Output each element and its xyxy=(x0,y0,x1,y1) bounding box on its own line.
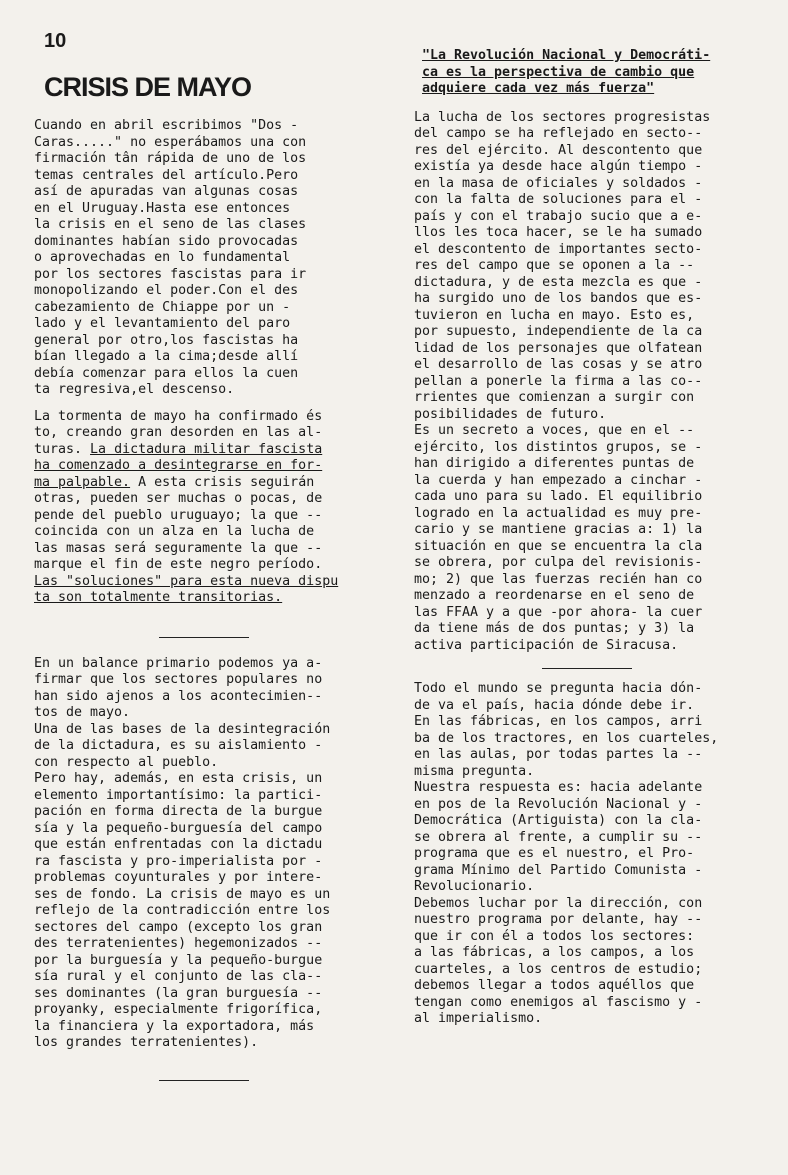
pull-quote-line: "La Revolución Nacional y Democráti- xyxy=(422,48,711,63)
paragraph-intro: Cuando en abril escribimos "Dos - Caras....." no esperábamos una con firmación tân rápida de uno de los temas centrales del artículo.Pero así de apuradas van algunas cosas en el Uruguay.Hasta ese entonces la crisis en el seno de las clases dominantes habían sido provocadas o aprovechadas en lo fundamental por los sectores fascistas para ir monopolizando el poder.Con el des cabezamiento de Chiappe por un - lado y el levantamiento del paro general por otro,los fascistas ha bían llegado a la cima;desde allí debía comenzar para ellos la cuen ta regresiva,el descenso. xyxy=(34,118,307,397)
paragraph-pregunta: Todo el mundo se pregunta hacia dón- de va el país, hacia dónde debe ir. En las fábricas, en los campos, arri ba de los tractores, en los cuarteles, en las aulas, por todas partes la -- misma pregunta. Nuestra respuesta es: hacia adelante en pos de la Revolución Nacional y - Democrática (Artiguista) con la cla- se obrera al frente, a cumplir su -- programa que es el nuestro, el Pro- grama Mínimo del Partido Comunista - Revolucionario. Debemos luchar por la dirección, con nuestro programa por delante, hay -- que ir con él a todos los sectores: a las fábricas, a los campos, a los cuarteles, a los centros de estudio; debemos llegar a todos aquéllos que tengan como enemigos al fascismo y - al imperialismo. xyxy=(414,681,719,1026)
article-headline: CRISIS DE MAYO xyxy=(44,72,252,102)
pull-quote xyxy=(422,48,759,98)
paragraph-ejercito: La lucha de los sectores progresistas del campo se ha reflejado en secto-- res del ejército. Al descontento que existía ya desde hace algún tiempo - en la masa de oficiales y soldados - con la falta de soluciones para el - país y con el trabajo sucio que a e- llos les toca hacer, se le ha sumado el descontento de importantes secto- res del campo que se oponen a la -- dictadura, y de esta mezcla es que - ha surgido uno de los bandos que es- tuvieron en lucha en mayo. Esto es, por supuesto, independiente de la ca lidad de los personajes que olfatean el desarrollo de las cosas y se atro pellan a ponerle la firma a las co-- rrientes que comienzan a surgir con posibilidades de futuro. Es un secreto a voces, que en el -- ejército, los distintos grupos, se - han dirigido a diferentes puntas de la cuerda y han empezado a cinchar - cada uno para su lado. El equilibrio logrado en la actualidad es muy pre- cario y se mantiene gracias a: 1) la situación en que se encuentra la cla se obrera, por culpa del revisionis- mo; 2) que las fuerzas recién han co menzado a reordenarse en el seno de las FFAA y a que -por ahora- la cuer da tiene más de dos puntas; y 3) la activa participación de Siracusa. xyxy=(414,109,711,653)
section-divider xyxy=(542,668,632,669)
paragraph-balance: En un balance primario podemos ya a- firmar que los sectores populares no han sido ajenos a los acontecimien-- tos de mayo. Una de las bases de la desintegración de la dictadura, es su aislamiento - con respecto al pueblo. Pero hay, además, en esta crisis, un elemento importantísimo: la partici- pación en forma directa de la burgue sía y la pequeño-burguesía del campo que están enfrentadas con la dictadu ra fascista y pro-imperialista por - problemas coyunturales y por intere- ses de fondo. La crisis de mayo es un reflejo de la contradicción entre los sectores del campo (excepto los gran des terratenientes) hegemonizados -- por la burguesía y la pequeño-burgue sía rural y el conjunto de las cla-- ses dominantes (la gran burguesía -- proyanky, especialmente frigorífica, la financiera y la exportadora, más los grandes terratenientes). xyxy=(34,655,331,1050)
page-number: 10 xyxy=(44,30,67,52)
paragraph-text: La tormenta de mayo ha confirmado és to, creando gran desorden en las al- turas. xyxy=(34,408,323,457)
section-divider xyxy=(159,637,249,638)
pull-quote-line: adquiere cada vez más fuerza" xyxy=(422,81,655,96)
left-column xyxy=(34,118,374,1099)
pull-quote-line: ca es la perspectiva de cambio que xyxy=(422,64,695,80)
section-divider xyxy=(159,1080,249,1081)
paragraph-text: A esta crisis seguirán otras, pueden ser muchas o pocas, de pende del pueblo uruguayo; la que -- coincida con un alza en la lucha de las masas será seguramente la que -- marque el fin de este negro período. xyxy=(34,474,323,572)
underlined-statement: La dictadura militar fascista ha comenzado a desintegrarse en for- ma palpable. xyxy=(34,441,323,490)
right-column xyxy=(414,48,759,1028)
paragraph-tormenta xyxy=(34,409,374,574)
underlined-conclusion: Las "soluciones" para esta nueva dispu ta son totalmente transitorias. xyxy=(34,573,339,605)
